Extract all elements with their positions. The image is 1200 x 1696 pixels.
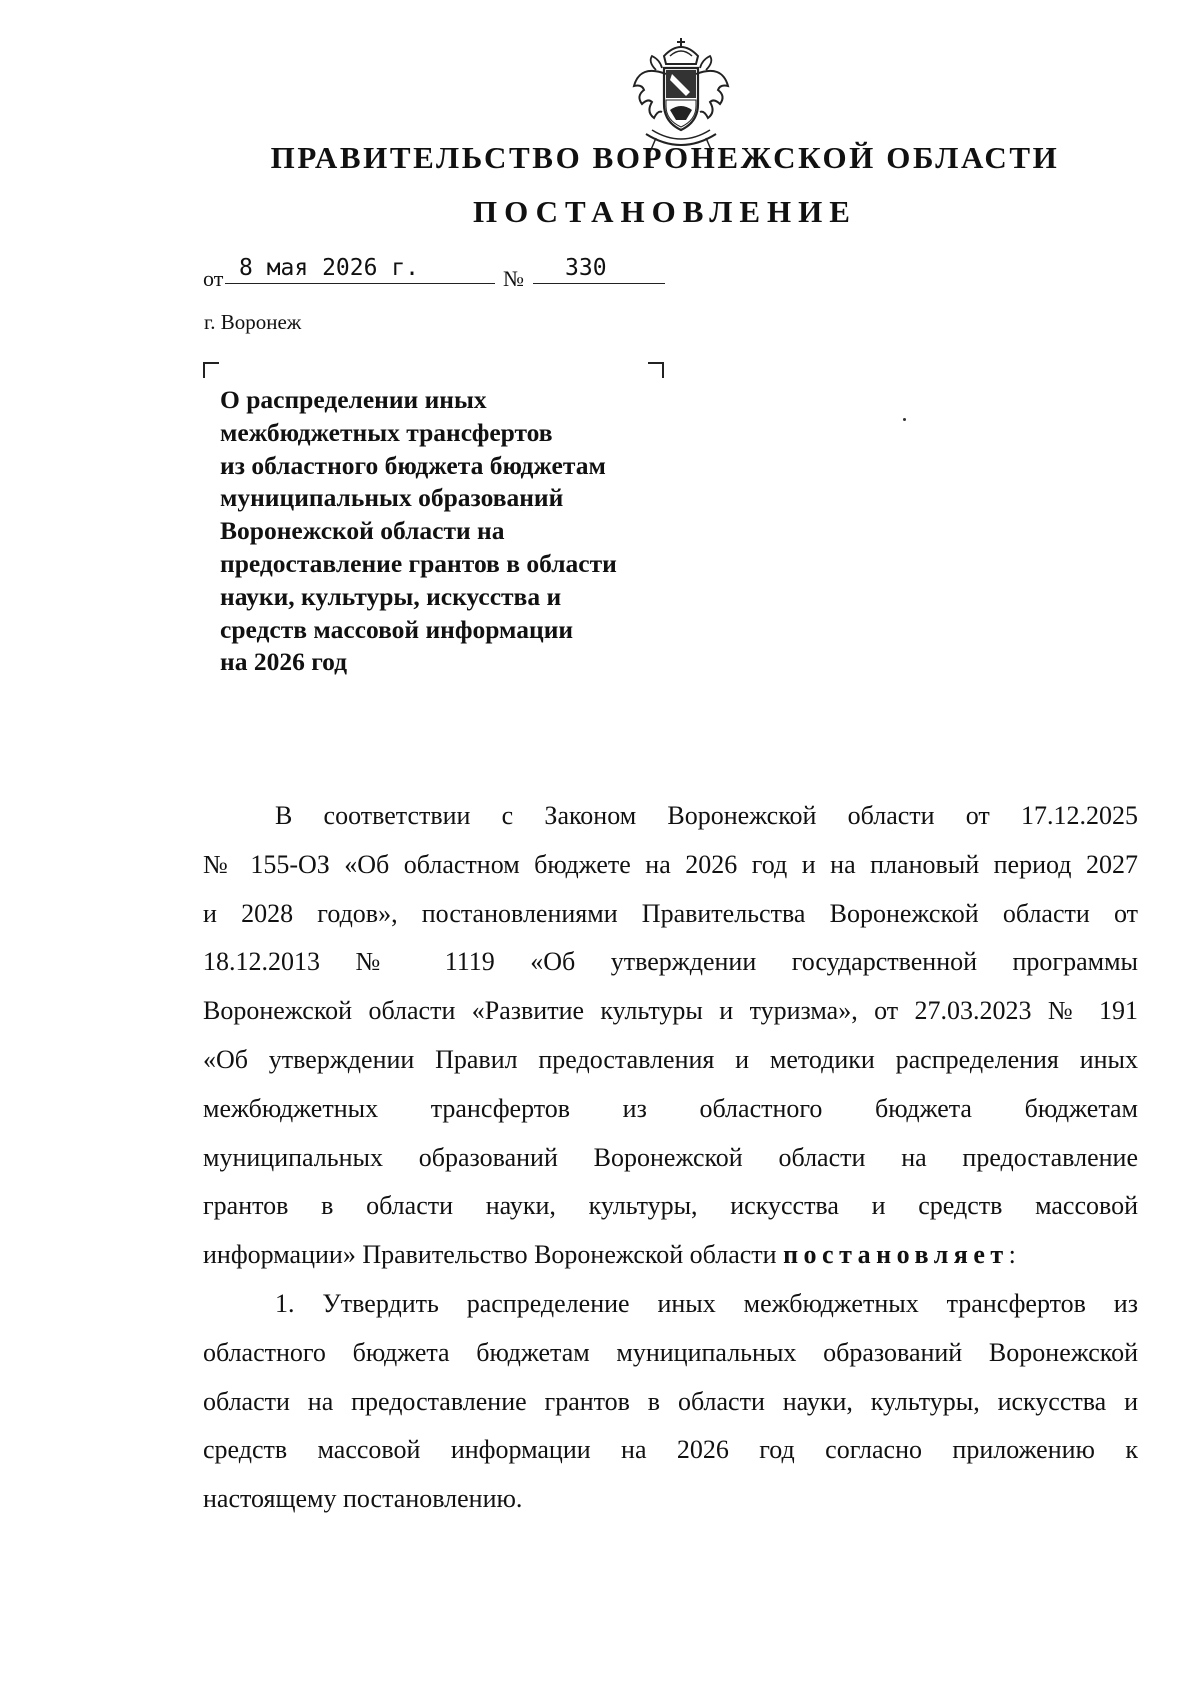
preamble-line: № 155-ОЗ «Об областном бюджете на 2026 год и на плановый период 2027 [203,849,1138,879]
city-name: г. Воронеж [204,310,302,334]
subject-bracket-left [203,362,219,378]
document-type-title: ПОСТАНОВЛЕНИЕ [473,194,857,229]
date-prefix: от [203,266,224,291]
item1-line: области на предоставление грантов в области науки, культуры, искусства и [203,1386,1138,1416]
organization-title: ПРАВИТЕЛЬСТВО ВОРОНЕЖСКОЙ ОБЛАСТИ [270,140,1060,175]
document-body [203,792,1138,1524]
preamble-line: грантов в области науки, культуры, искусства и средств массовой [203,1191,1138,1221]
document-date: 8 мая 2026 г. [225,254,495,284]
preamble-last-text: информации» Правительство Воронежской области [203,1240,777,1270]
preamble-line: муниципальных образований Воронежской области на предоставление [203,1142,1138,1172]
preamble-line: В соответствии с Законом Воронежской области от 17.12.2025 [275,801,1138,830]
stray-dot-mark [903,418,906,421]
item1-line: средств массовой информации на 2026 год согласно приложению к [203,1435,1138,1465]
preamble-line: 18.12.2013 № 1119 «Об утверждении государственной программы [203,947,1138,977]
document-number: 330 [533,254,665,284]
registration-line [203,254,683,290]
subject-line: муниципальных образований [220,483,564,513]
document-subject [220,384,680,679]
subject-line: О распределении иных [220,385,487,414]
subject-bracket-right [648,362,664,378]
preamble-line: «Об утверждении Правил предоставления и методики распределения иных [203,1044,1138,1074]
subject-line: из областного бюджета бюджетам [220,450,606,480]
subject-line: на 2026 год [220,647,348,677]
subject-line: средств массовой информации [220,614,574,644]
decree-colon: : [1008,1240,1016,1270]
number-sign: № [503,266,524,291]
item1-line: областного бюджета бюджетам муниципальных образований Воронежской [203,1337,1138,1367]
item1-line: настоящему постановлению. [203,1484,523,1514]
subject-line: предоставление грантов в области [220,548,617,578]
subject-line: межбюджетных трансфертов [220,417,553,447]
item1-line: 1. Утвердить распределение иных межбюджетных трансфертов из [275,1288,1138,1318]
subject-line: Воронежской области на [220,516,505,546]
subject-line: науки, культуры, искусства и [220,581,562,611]
decree-word: постановляет [783,1240,1009,1270]
preamble-line: Воронежской области «Развитие культуры и туризма», от 27.03.2023 № 191 [203,996,1138,1026]
preamble-line: и 2028 годов», постановлениями Правительства Воронежской области от [203,898,1138,928]
preamble-last-line [203,1231,1138,1280]
preamble-line: межбюджетных трансфертов из областного бюджета бюджетам [203,1093,1138,1123]
